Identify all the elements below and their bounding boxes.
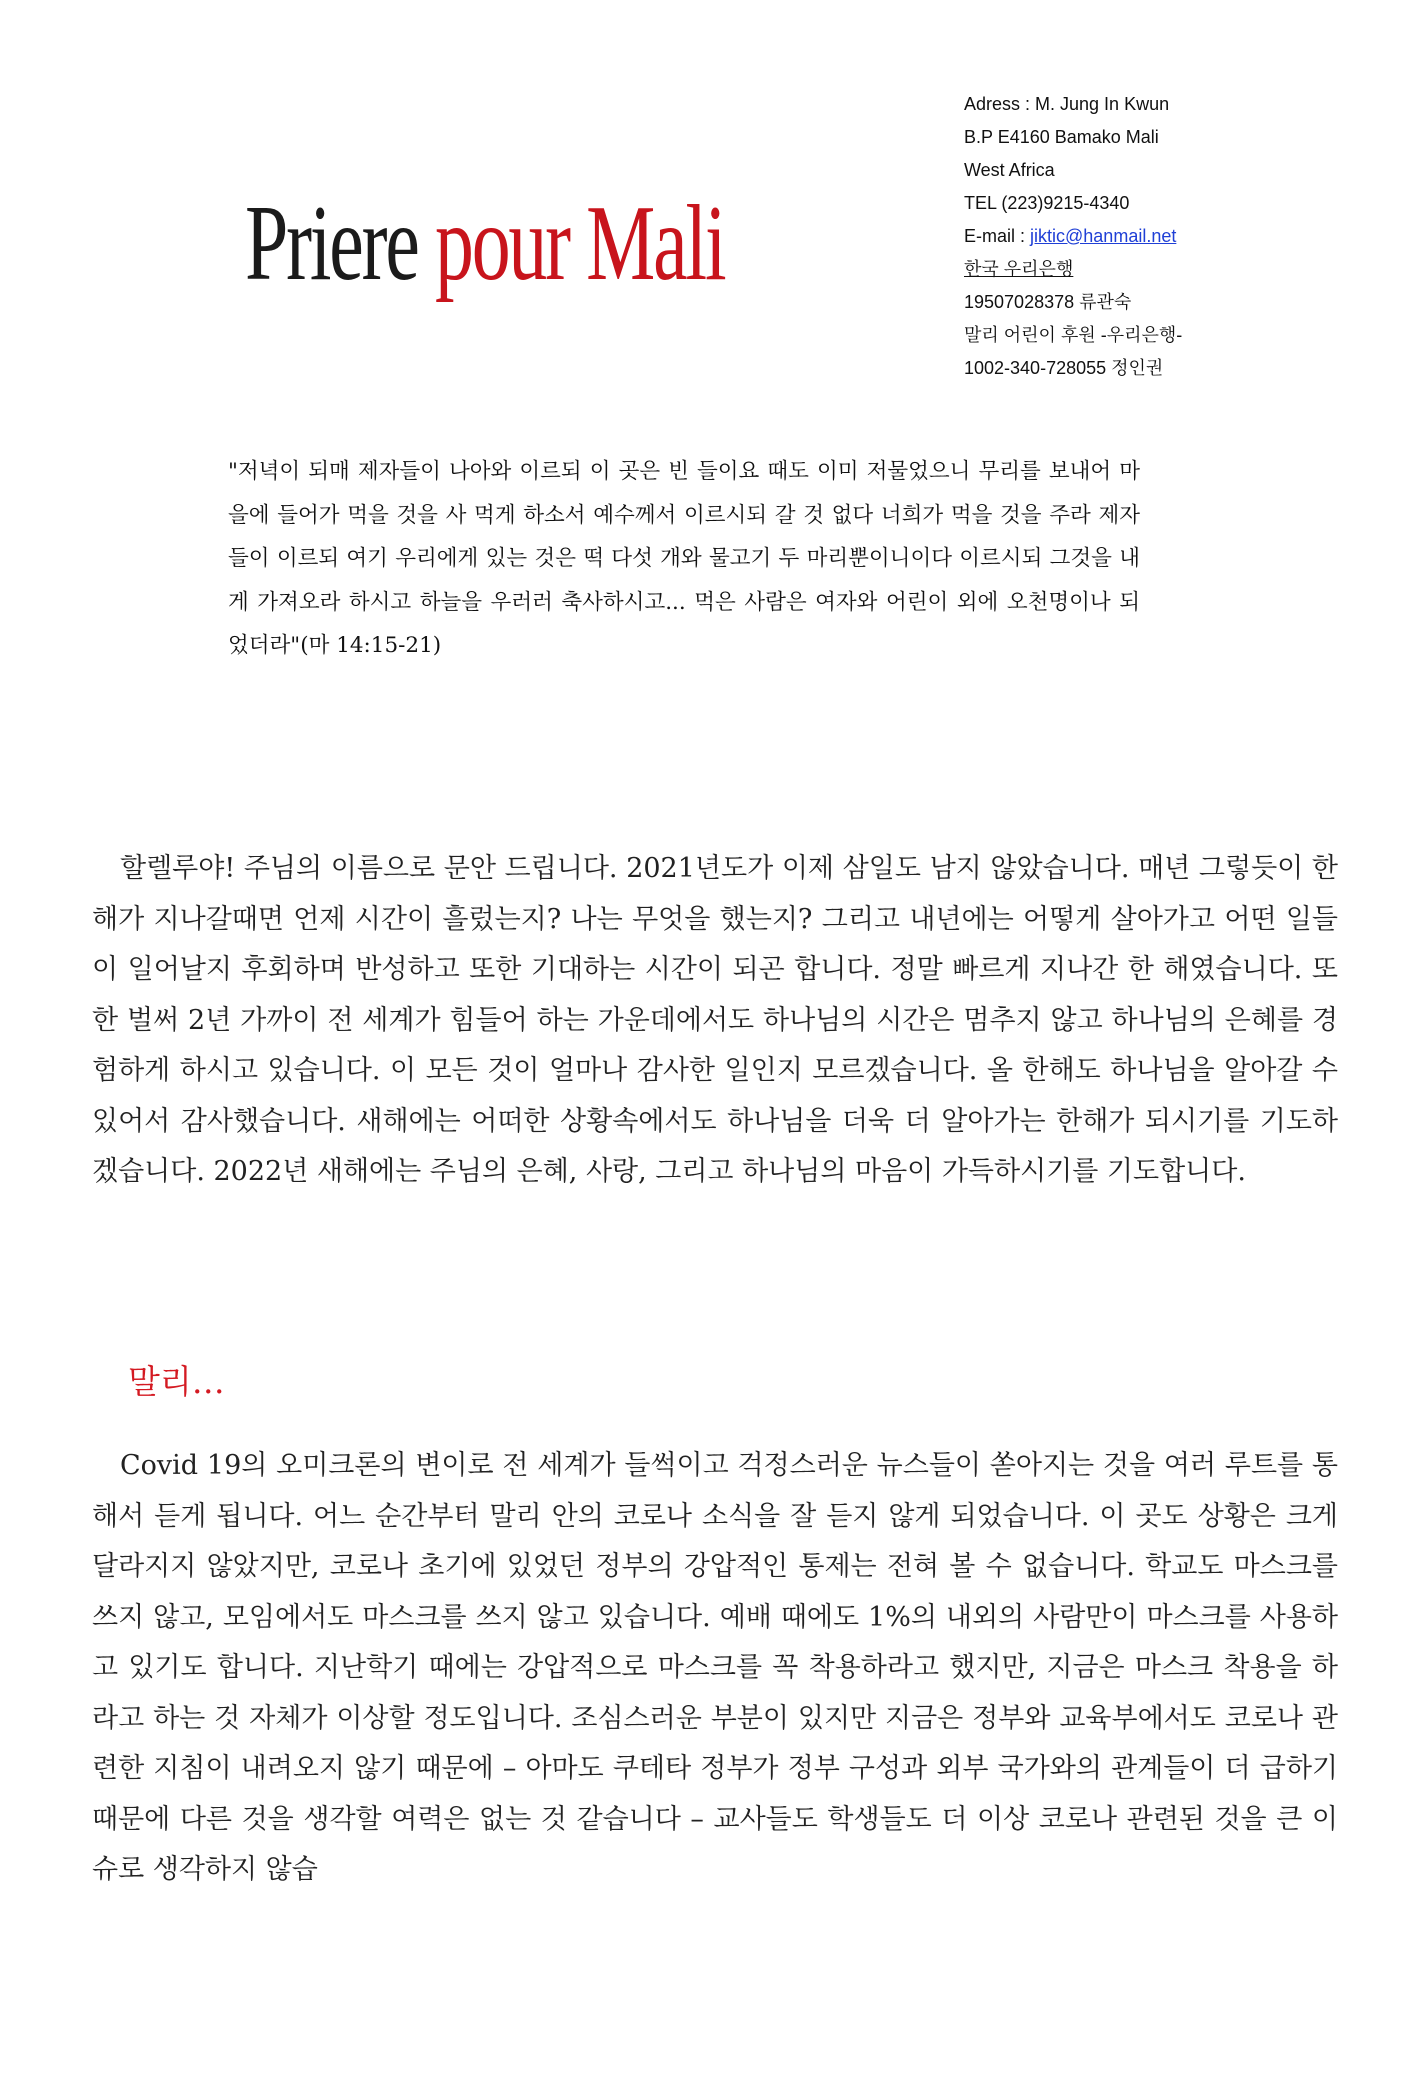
address-block <box>964 88 1182 385</box>
bank-name: 한국 우리은행 <box>964 259 1074 279</box>
section-heading-mali: 말리… <box>128 1362 225 1401</box>
address-line-name: Adress : M. Jung In Kwun <box>964 94 1170 114</box>
masthead-title-part1: Priere <box>245 184 435 303</box>
greeting-paragraph: 할렐루야! 주님의 이름으로 문안 드립니다. 2021년도가 이제 삼일도 남지 않았습니다. 매년 그렇듯이 한 해가 지나갈때면 언제 시간이 흘렀는지? 나는 무엇을 했는지? 그리고 내년에는 어떻게 살아가고 어떤 일들이 일어날지 후회하며 반성하고 또한 기대하는 시간이 되곤 합니다. 정말 빠르게 지나간 한 해였습니다. 또한 벌써 2년 가까이 전 세계가 힘들어 하는 가운데에서도 하나님의 시간은 멈추지 않고 하나님의 은혜를 경험하게 하시고 있습니다. 이 모든 것이 얼마나 감사한 일인지 모르겠습니다. 올 한해도 하나님을 알아갈 수 있어서 감사했습니다. 새해에는 어떠한 상황속에서도 하나님을 더욱 더 알아가는 한해가 되시기를 기도하겠습니다. 2022년 새해에는 주님의 은혜, 사랑, 그리고 하나님의 마음이 가득하시기를 기도합니다. <box>92 853 1338 1187</box>
email-label: E-mail : <box>964 226 1031 246</box>
email-link[interactable]: jiktic@hanmail.net <box>1030 226 1177 246</box>
address-line-po-box: B.P E4160 Bamako Mali <box>964 127 1159 147</box>
scripture-quote: "저녁이 되매 제자들이 나아와 이르되 이 곳은 빈 들이요 때도 이미 저물었으니 무리를 보내어 마을에 들어가 먹을 것을 사 먹게 하소서 예수께서 이르시되 갈 것 없다 너희가 먹을 것을 주라 제자들이 이르되 여기 우리에게 있는 것은 떡 다섯 개와 물고기 두 마리뿐이니이다 이르시되 그것을 내게 가져오라 하시고 하늘을 우러러 축사하시고... 먹은 사람은 여자와 어린이 외에 오천명이나 되었더라"(마 14:15-21) <box>228 459 1140 658</box>
newsletter-masthead <box>245 184 725 303</box>
address-line-email <box>964 220 1182 253</box>
address-line-region: West Africa <box>964 160 1055 180</box>
mali-paragraph: Covid 19의 오미크론의 변이로 전 세계가 들썩이고 걱정스러운 뉴스들이 쏟아지는 것을 여러 루트를 통해서 듣게 됩니다. 어느 순간부터 말리 안의 코로나 소식을 잘 듣지 않게 되었습니다. 이 곳도 상황은 크게 달라지지 않았지만, 코로나 초기에 있었던 정부의 강압적인 통제는 전혀 볼 수 없습니다. 학교도 마스크를 쓰지 않고, 모임에서도 마스크를 쓰지 않고 있습니다. 예배 때에도 1%의 내외의 사람만이 마스크를 사용하고 있기도 합니다. 지난학기 때에는 강압적으로 마스크를 꼭 착용하라고 했지만, 지금은 마스크 착용을 하라고 하는 것 자체가 이상할 정도입니다. 조심스러운 부분이 있지만 지금은 정부와 교육부에서도 코로나 관련한 지침이 내려오지 않기 때문에 – 아마도 쿠테타 정부가 정부 구성과 외부 국가와의 관계들이 더 급하기 때문에 다른 것을 생각할 여력은 없는 것 같습니다 – 교사들도 학생들도 더 이상 코로나 관련된 것을 큰 이슈로 생각하지 않습 <box>92 1450 1338 1885</box>
address-line-phone: TEL (223)9215-4340 <box>964 193 1130 213</box>
masthead-title-part2: pour Mali <box>434 184 725 303</box>
bank-account-1: 19507028378 류관숙 <box>964 292 1132 312</box>
bank-account-2: 1002-340-728055 정인권 <box>964 358 1164 378</box>
support-note: 말리 어린이 후원 -우리은행- <box>964 325 1183 345</box>
